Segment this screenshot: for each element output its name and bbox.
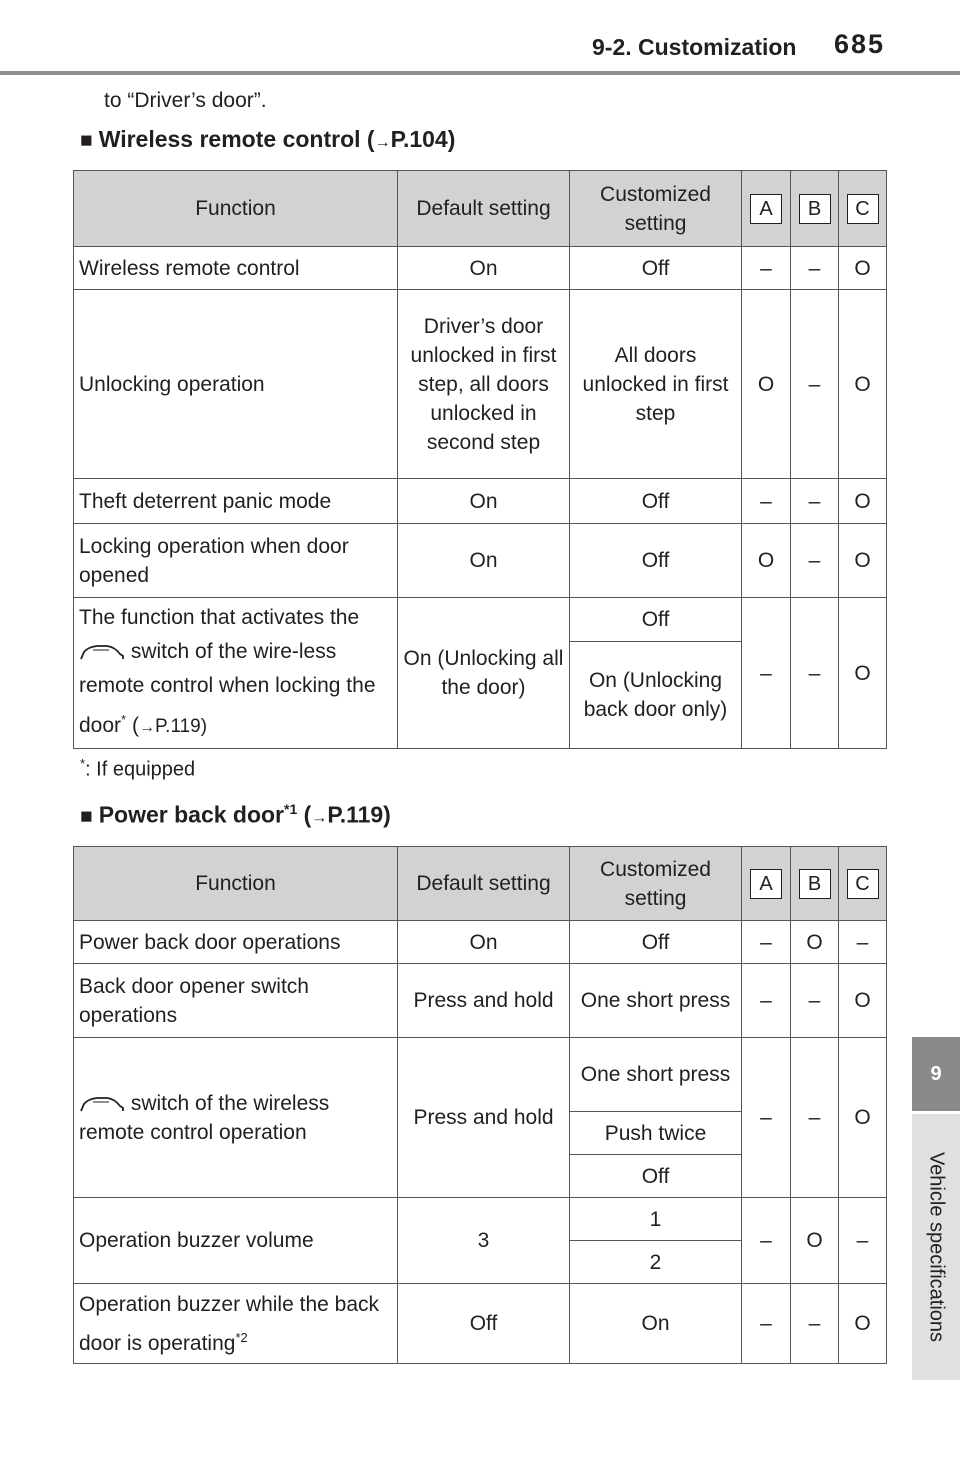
column-b-label: B — [799, 869, 831, 899]
column-a-label: A — [750, 869, 782, 899]
table-row — [74, 921, 887, 964]
row-a: – — [742, 598, 791, 749]
row-function: The function that activates the switch of the wire-less remote control when locking the door* (→P.119) — [74, 598, 398, 749]
side-tab-label: Vehicle specifications — [925, 1151, 948, 1343]
row-customized: 1 — [570, 1198, 742, 1241]
row-c: – — [839, 921, 887, 964]
arrow-icon: → — [138, 719, 155, 736]
row-c: O — [839, 1038, 887, 1198]
row-function: Back door opener switch operations — [74, 964, 398, 1038]
row-customized: Off — [570, 524, 742, 598]
column-b-label: B — [799, 194, 831, 224]
row-a: – — [742, 1038, 791, 1198]
row-c: O — [839, 247, 887, 290]
section2-title: ■ Power back door$^{*1}$ (→P.119) — [80, 801, 391, 828]
table-row — [74, 1284, 887, 1364]
row-b: O — [791, 1198, 839, 1284]
row-default: On (Unlocking all the door) — [398, 598, 570, 749]
row-default: On — [398, 479, 570, 524]
row-a: O — [742, 524, 791, 598]
side-tab-number: 9 — [912, 1037, 960, 1111]
row-customized: 2 — [570, 1241, 742, 1284]
table-row — [74, 290, 887, 479]
row-c: O — [839, 598, 887, 749]
row-customized: Off — [570, 598, 742, 642]
row-customized: On (Unlocking back door only) — [570, 642, 742, 749]
wireless-remote-table — [73, 170, 887, 749]
column-c-label: C — [847, 869, 879, 899]
row-a: – — [742, 964, 791, 1038]
column-c-label: C — [847, 194, 879, 224]
car-outline-icon — [79, 642, 125, 662]
row-customized: All doors unlocked in first step — [570, 290, 742, 479]
row-default: Press and hold — [398, 964, 570, 1038]
section-marker-icon: ■ — [80, 129, 93, 152]
header-default: Default setting — [398, 171, 570, 247]
row-a: – — [742, 1198, 791, 1284]
row-function: Unlocking operation — [74, 290, 398, 479]
section-header-title: 9-2. Customization — [592, 34, 797, 60]
row-b: – — [791, 247, 839, 290]
row-b: – — [791, 479, 839, 524]
header-default: Default setting — [398, 847, 570, 921]
row-c: O — [839, 479, 887, 524]
row-c: – — [839, 1198, 887, 1284]
row-b: – — [791, 964, 839, 1038]
arrow-icon: → — [374, 134, 391, 151]
table-row — [74, 479, 887, 524]
row-default: Off — [398, 1284, 570, 1364]
row-b: O — [791, 921, 839, 964]
row-default: On — [398, 921, 570, 964]
row-function: Operation buzzer while the back door is operating$^{*2}$ — [74, 1284, 398, 1364]
header-customized: Customized setting — [570, 847, 742, 921]
row-function: Wireless remote control — [74, 247, 398, 290]
row-customized: Push twice — [570, 1112, 742, 1155]
page-number: 685 — [834, 29, 886, 59]
row-default: On — [398, 524, 570, 598]
row-c: O — [839, 524, 887, 598]
row-customized: Off — [570, 921, 742, 964]
row-default: 3 — [398, 1198, 570, 1284]
section-marker-icon: ■ — [80, 804, 93, 828]
header-function: Function — [74, 171, 398, 247]
row-a: – — [742, 921, 791, 964]
row-customized: On — [570, 1284, 742, 1364]
row-default: Press and hold — [398, 1038, 570, 1198]
table-row — [74, 964, 887, 1038]
table-row — [74, 1198, 887, 1241]
row-function: switch of the wireless remote control operation — [74, 1038, 398, 1198]
power-back-door-table — [73, 846, 887, 1364]
row-b: – — [791, 290, 839, 479]
row-default: Driver’s door unlocked in first step, all doors unlocked in second step — [398, 290, 570, 479]
row-function: Locking operation when door opened — [74, 524, 398, 598]
row-c: O — [839, 964, 887, 1038]
table-row — [74, 598, 887, 642]
row-a: – — [742, 247, 791, 290]
row-a: – — [742, 1284, 791, 1364]
header-customized: Customized setting — [570, 171, 742, 247]
row-b: – — [791, 1038, 839, 1198]
header-function: Function — [74, 847, 398, 921]
row-c: O — [839, 1284, 887, 1364]
row-c: O — [839, 290, 887, 479]
row-default: On — [398, 247, 570, 290]
row-customized: Off — [570, 479, 742, 524]
row-b: – — [791, 524, 839, 598]
section1-title: ■ Wireless remote control (→P.104) — [80, 126, 456, 152]
row-a: O — [742, 290, 791, 479]
arrow-icon: → — [311, 809, 328, 827]
row-a: – — [742, 479, 791, 524]
row-customized: One short press — [570, 1038, 742, 1112]
row-b: – — [791, 1284, 839, 1364]
row-function: Operation buzzer volume — [74, 1198, 398, 1284]
row-function: Power back door operations — [74, 921, 398, 964]
row-customized: Off — [570, 247, 742, 290]
table-row — [74, 1038, 887, 1112]
car-outline-icon — [79, 1094, 125, 1114]
row-function: Theft deterrent panic mode — [74, 479, 398, 524]
header-rule — [0, 71, 960, 75]
intro-text: to “Driver’s door”. — [104, 89, 267, 112]
row-b: – — [791, 598, 839, 749]
table-row — [74, 524, 887, 598]
row-customized: One short press — [570, 964, 742, 1038]
footnote: *: If equipped — [80, 756, 196, 781]
column-a-label: A — [750, 194, 782, 224]
row-customized: Off — [570, 1155, 742, 1198]
table-row — [74, 247, 887, 290]
